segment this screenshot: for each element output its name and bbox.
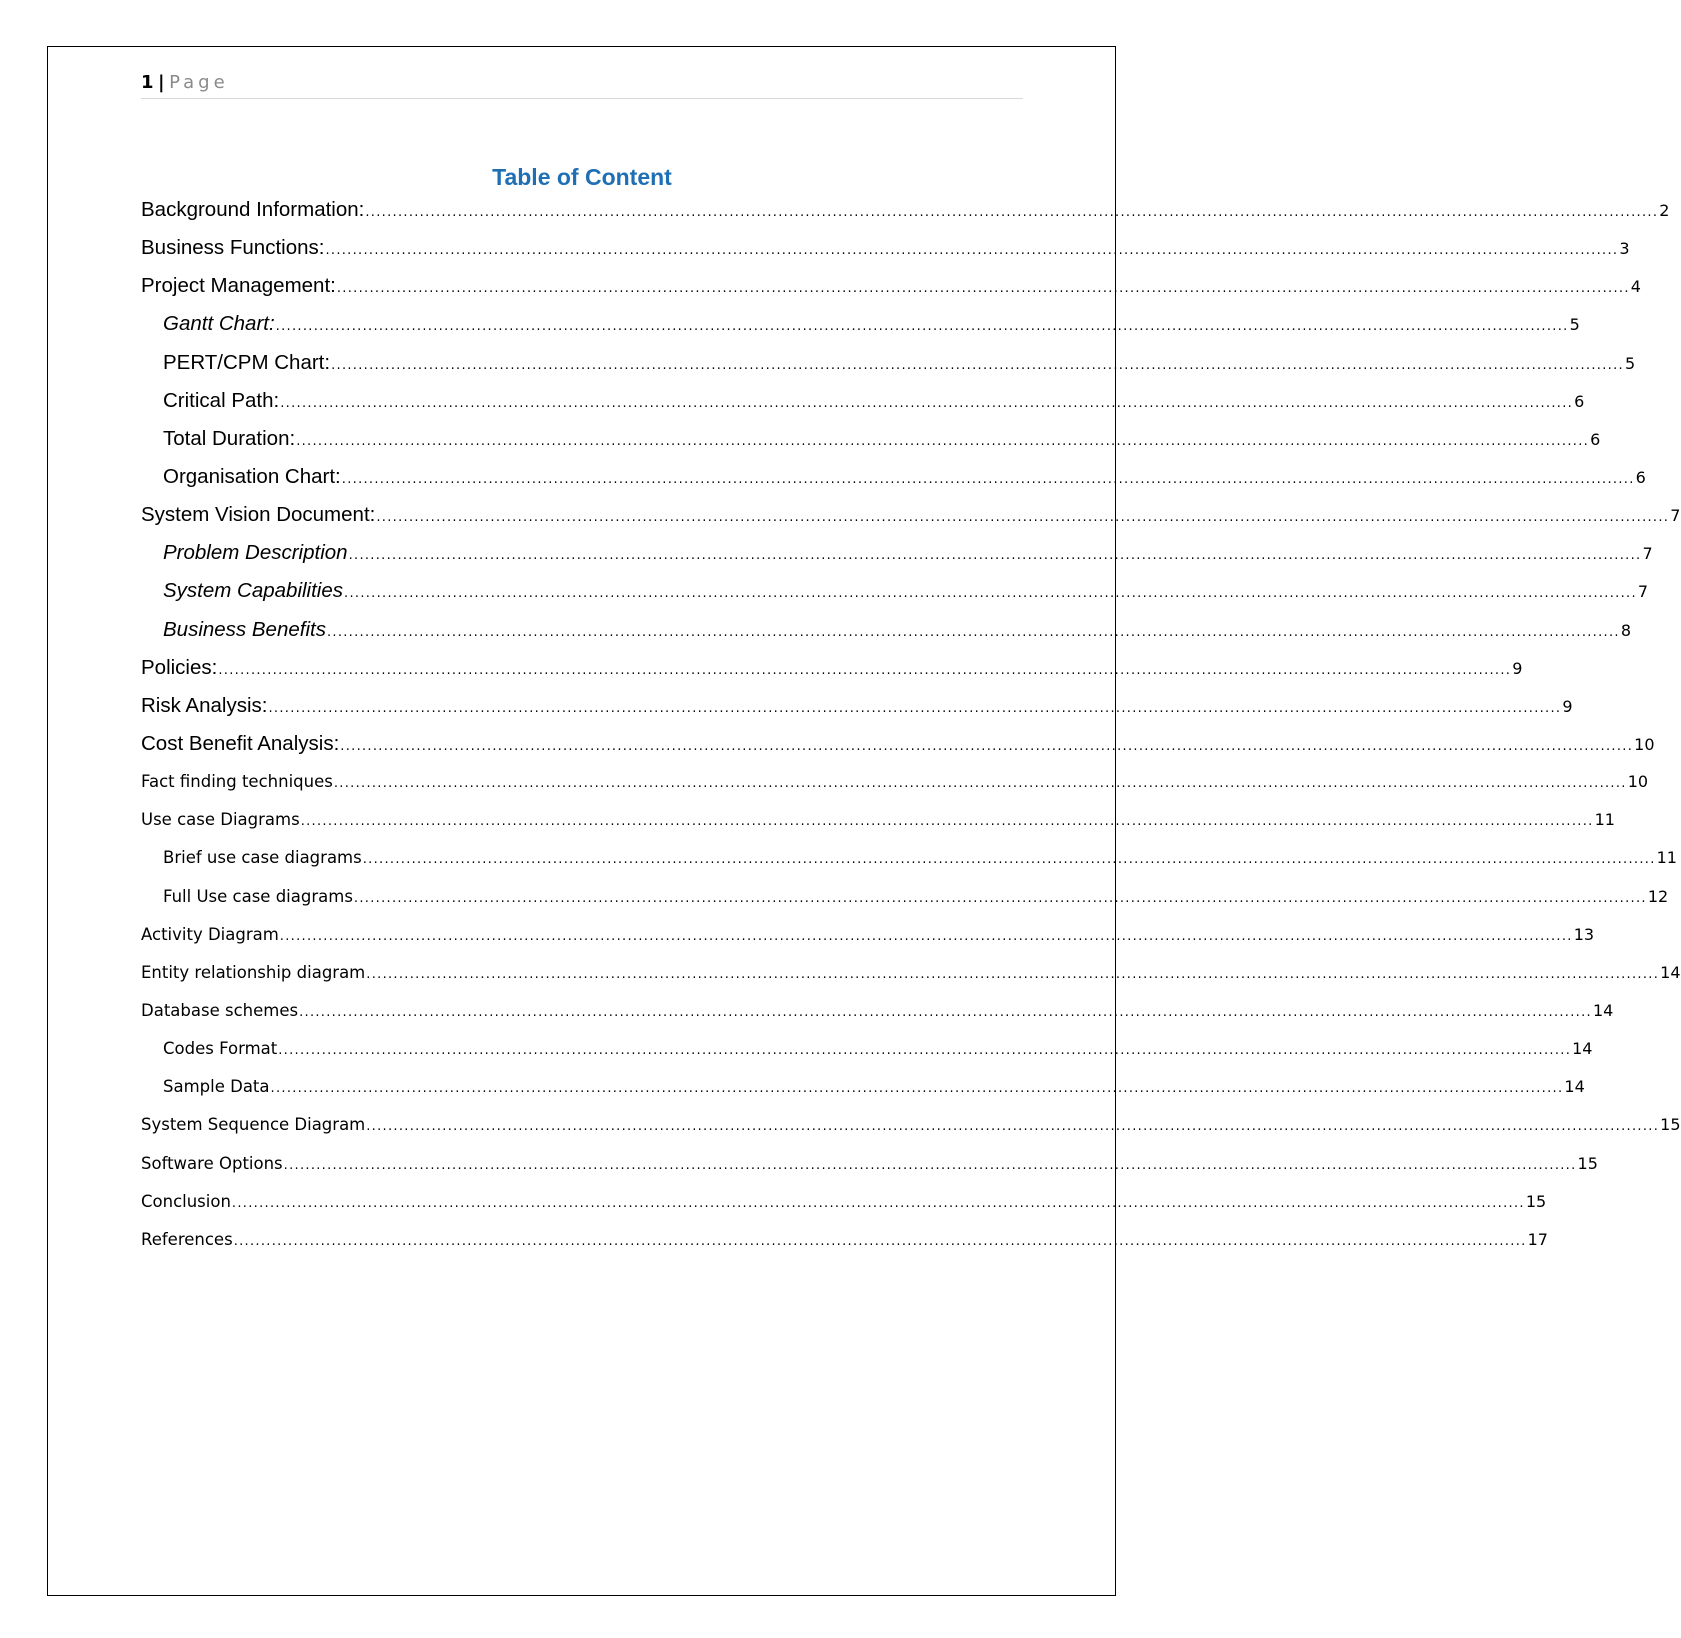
toc-entry[interactable] [141,496,1681,534]
toc-entry[interactable] [141,191,1670,229]
toc-entry-label: Organisation Chart: [163,464,341,488]
toc-entry[interactable] [141,687,1573,725]
toc-entry[interactable] [141,839,1677,877]
toc-entry[interactable] [141,1145,1598,1183]
toc-leader-dots: .............................................................................................................................................................................................................................................. [366,966,1660,982]
toc-leader-dots: .............................................................................................................................................................................................................................................. [366,1119,1660,1135]
toc-entry-label: Brief use case diagrams [163,848,362,868]
toc-entry-label: Conclusion [141,1191,231,1211]
toc-leader-dots: .............................................................................................................................................................................................................................................. [296,433,1590,449]
toc-entry-page-number: 15 [1577,1153,1598,1173]
toc-entry-page-number: 14 [1564,1077,1585,1097]
toc-entry-page-number: 3 [1619,239,1630,259]
toc-entry[interactable] [141,1183,1547,1221]
toc-entry-label: Risk Analysis: [141,693,268,717]
toc-entry-label: References [141,1229,233,1249]
page-content [141,68,1681,1259]
toc-entry[interactable] [141,229,1630,267]
toc-entry-label: Business Functions: [141,236,325,260]
toc-entry-label: Database schemes [141,1000,299,1020]
toc-entry-label: Cost Benefit Analysis: [141,731,340,755]
toc-entry-page-number: 2 [1659,201,1670,220]
toc-entry[interactable] [141,801,1615,839]
toc-entry-label: System Sequence Diagram [141,1115,366,1135]
toc-entry[interactable] [141,267,1641,305]
toc-leader-dots: .............................................................................................................................................................................................................................................. [300,814,1594,830]
toc-entry-page-number: 14 [1660,962,1681,982]
toc-leader-dots: .............................................................................................................................................................................................................................................. [299,1004,1592,1020]
toc-entry-page-number: 7 [1670,506,1681,526]
toc-entry-label: Project Management: [141,274,336,298]
toc-entry-label: Total Duration: [163,426,296,450]
toc-leader-dots: .............................................................................................................................................................................................................................................. [275,319,1569,335]
toc-entry-label: Codes Format [163,1039,278,1059]
toc-entry-page-number: 6 [1574,391,1585,411]
toc-leader-dots: .............................................................................................................................................................................................................................................. [331,357,1624,373]
toc-entry-page-number: 5 [1569,315,1580,335]
toc-entry-page-number: 14 [1592,1000,1614,1020]
toc-entry[interactable] [141,1030,1593,1068]
toc-leader-dots: .............................................................................................................................................................................................................................................. [336,281,1630,297]
toc-entry-label: System Capabilities [163,579,344,603]
toc-leader-dots: .............................................................................................................................................................................................................................................. [283,1157,1577,1173]
toc-entry-page-number: 10 [1627,772,1649,792]
toc-entry-label: Gantt Chart: [163,312,275,336]
toc-entry[interactable] [141,992,1614,1030]
toc-entry[interactable] [141,458,1646,496]
toc-entry-page-number: 13 [1573,924,1595,944]
toc-entry[interactable] [141,305,1580,343]
toc-entry[interactable] [141,725,1655,763]
toc-entry[interactable] [141,1221,1548,1259]
toc-entry-label: Full Use case diagrams [163,886,353,906]
toc-leader-dots: .............................................................................................................................................................................................................................................. [268,700,1562,716]
toc-entry-label: Problem Description [163,541,348,565]
toc-leader-dots: .............................................................................................................................................................................................................................................. [348,548,1642,564]
toc-leader-dots: .............................................................................................................................................................................................................................................. [231,1195,1525,1211]
toc-entry-page-number: 14 [1572,1039,1593,1059]
toc-entry-page-number: 8 [1620,620,1632,640]
toc-entry[interactable] [141,572,1649,610]
toc-entry-page-number: 11 [1594,810,1615,830]
toc-entry-label: Policies: [141,655,218,679]
toc-leader-dots: .............................................................................................................................................................................................................................................. [341,471,1635,487]
toc-entry-page-number: 15 [1525,1191,1547,1211]
toc-entry[interactable] [141,420,1601,458]
toc-entry[interactable] [141,763,1649,801]
toc-leader-dots: .............................................................................................................................................................................................................................................. [270,1081,1564,1097]
toc-entry[interactable] [141,534,1653,572]
toc-leader-dots: .............................................................................................................................................................................................................................................. [333,776,1627,792]
toc-leader-dots: .............................................................................................................................................................................................................................................. [376,510,1670,526]
toc-entry[interactable] [141,611,1632,649]
toc-entry-page-number: 15 [1660,1115,1681,1135]
toc-entry-page-number: 11 [1656,848,1677,868]
toc-entry-page-number: 6 [1635,467,1646,487]
toc-entry-label: PERT/CPM Chart: [163,350,331,374]
page-separator: | [158,72,166,93]
toc-entry-page-number: 5 [1624,353,1636,373]
toc-entry-label: Business Benefits [163,617,326,641]
toc-entry-page-number: 10 [1634,734,1655,754]
toc-entry-page-number: 7 [1642,544,1653,564]
toc-title: Table of Content [492,164,672,190]
toc-entry[interactable] [141,344,1636,382]
toc-leader-dots: .............................................................................................................................................................................................................................................. [280,395,1574,411]
toc-leader-dots: .............................................................................................................................................................................................................................................. [344,586,1637,602]
toc-leader-dots: .............................................................................................................................................................................................................................................. [218,662,1512,678]
toc-entry-label: Critical Path: [163,388,280,412]
toc-entry[interactable] [141,954,1681,992]
toc-list [141,191,1681,1259]
toc-leader-dots: .............................................................................................................................................................................................................................................. [326,624,1620,640]
toc-entry[interactable] [141,1106,1681,1144]
page-header [141,68,1023,99]
toc-leader-dots: .............................................................................................................................................................................................................................................. [365,205,1659,220]
toc-entry-label: Software Options [141,1153,283,1173]
toc-entry-page-number: 9 [1512,658,1523,678]
toc-entry-label: Use case Diagrams [141,810,300,830]
toc-entry-page-number: 17 [1527,1229,1548,1249]
toc-entry[interactable] [141,649,1523,687]
toc-entry-page-number: 7 [1637,582,1649,602]
page-number: 1 [141,72,155,93]
toc-entry-page-number: 4 [1630,277,1641,297]
toc-leader-dots: .............................................................................................................................................................................................................................................. [353,890,1647,906]
toc-entry-label: System Vision Document: [141,503,376,527]
toc-entry[interactable] [141,878,1669,916]
toc-entry-page-number: 12 [1647,886,1669,906]
toc-entry[interactable] [141,916,1595,954]
toc-entry-label: Fact finding techniques [141,772,333,792]
toc-entry-page-number: 6 [1590,429,1601,449]
toc-leader-dots: .............................................................................................................................................................................................................................................. [233,1233,1527,1249]
toc-entry[interactable] [141,1068,1585,1106]
toc-leader-dots: .............................................................................................................................................................................................................................................. [340,738,1634,754]
toc-entry-label: Entity relationship diagram [141,962,366,982]
toc-leader-dots: .............................................................................................................................................................................................................................................. [362,852,1656,868]
toc-entry-label: Activity Diagram [141,924,279,944]
toc-entry-label: Sample Data [163,1077,270,1097]
toc-leader-dots: .............................................................................................................................................................................................................................................. [325,243,1619,259]
toc-leader-dots: .............................................................................................................................................................................................................................................. [278,1043,1572,1059]
toc-entry-page-number: 9 [1562,696,1573,716]
toc-entry[interactable] [141,382,1585,420]
toc-entry-label: Background Information: [141,198,365,221]
page-word: Page [169,72,229,93]
toc-leader-dots: .............................................................................................................................................................................................................................................. [279,928,1573,944]
